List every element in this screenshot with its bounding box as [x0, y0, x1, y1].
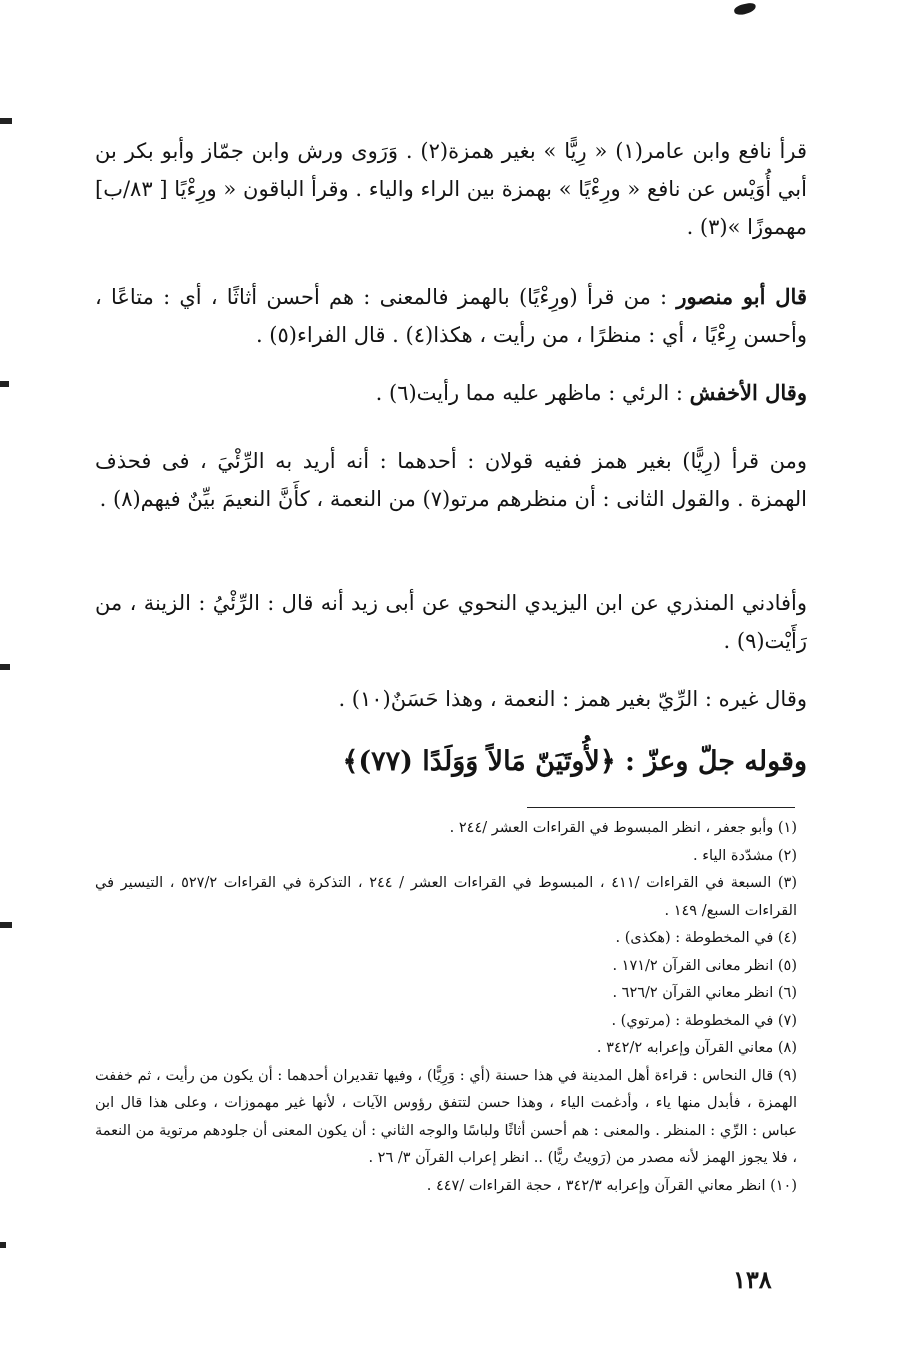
lead-phrase: وقال الأخفش	[689, 380, 807, 405]
paragraph-mundhiri: وأفادني المنذري عن ابن اليزيدي النحوي عن أبى زيد أنه قال : الرِّئْيُ : الزينة ، من رَأَيْت(٩) .	[95, 591, 807, 653]
footnote: (١٠) انظر معاني القرآن وإعرابه ٣٤٢/٣ ، حجة القراءات /٤٤٧ .	[426, 1177, 797, 1194]
footnotes	[95, 815, 797, 1200]
lead-phrase: قال أبو منصور	[676, 284, 807, 309]
paragraph-akhfash: وقال الأخفش : الرئي : ماظهر عليه مما رأيت(٦) .	[375, 380, 807, 405]
footnote-divider	[527, 807, 795, 808]
footnote: (٧) في المخطوطة : (مرتوي) .	[611, 1012, 797, 1029]
footnote: (٥) انظر معانى القرآن ١٧١/٢ .	[612, 957, 797, 974]
footnote: (٤) في المخطوطة : (هكذى) .	[615, 930, 797, 946]
margin-mark	[0, 381, 9, 387]
margin-mark	[0, 1242, 6, 1248]
ink-speck	[733, 2, 757, 16]
quran-verse: : ﴿لأُوتَيَنّ مَالاً وَوَلَدًا (٧٧)﴾	[342, 746, 645, 777]
lead-phrase: وقوله جلّ وعزّ	[644, 746, 807, 777]
footnote: (٨) معاني القرآن وإعرابه ٣٤٢/٢ .	[596, 1040, 797, 1056]
paragraph-other-view: وقال غيره : الرِّيّ بغير همز : النعمة ، وهذا حَسَنٌ(١٠) .	[338, 687, 807, 711]
paragraph-without-hamza: ومن قرأ (رِيًّا) بغير همز ففيه قولان : أحدهما : أنه أريد به الرِّئْيَ ، فى فحذف الهمزة . والقول الثانى : أن منظرهم مرتو(٧) من النعمة ، كأَنَّ النعيمَ بيِّنٌ فيهم(٨) .	[95, 449, 807, 511]
margin-mark	[0, 922, 12, 928]
footnote: (٢) مشدّدة الياء .	[693, 847, 797, 864]
footnote: (١) وأبو جعفر ، انظر المبسوط في القراءات العشر /٢٤٤ .	[449, 820, 797, 836]
footnote: (٦) انظر معاني القرآن ٦٢٦/٢ .	[612, 985, 797, 1001]
page-number: ١٣٨	[733, 1265, 772, 1294]
paragraph-abu-mansur: قال أبو منصور : من قرأ (ورِءْيًا) بالهمز فالمعنى : هم أحسن أثاثًا ، أي : متاعًا ، وأحسن رِءْيًا ، أي : منظرًا ، من رأيت ، هكذا(٤) . قال الفراء(٥) .	[95, 284, 807, 347]
footnote: (٣) السبعة في القراءات /٤١١ ، المبسوط في القراءات العشر / ٢٤٤ ، التذكرة في القراءات ٥٢٧/٢ ، التيسير في القراءات السبع/ ١٤٩ .	[95, 875, 797, 919]
paragraph-readings: قرأ نافع وابن عامر(١) « رِيًّا » بغير همزة(٢) . وَرَوى ورش وابن جمّاز وأبو بكر بن أبي أُوَيْس عن نافع « ورِءْيًا » بهمزة بين الراء والياء . وقرأ الباقون « ورِءْيًا [ ٨٣/ب] مهموزًا »(٣) .	[95, 139, 807, 239]
margin-mark	[0, 664, 10, 670]
footnote: (٩) قال النحاس : قراءة أهل المدينة في هذا حسنة (أي : وَرِيًّا) ، وفيها تقديران أحدهما : أن يكون من رأيت ، ثم خففت الهمزة ، فأبدل منها ياء ، وأدغمت الياء ، وهذا حسن لتتفق رؤوس الآيات ، لأنها غير مهموزات ، وعلى هذا قال ابن عباس : الرِّي : المنظر . والمعنى : هم أحسن أثاثًا ولباسًا والوجه الثاني : أن يكون المعنى أن جلودهم مرتوية من النعمة ، فلا يجوز الهمز لأنه مصدر من (رَويتُ ريًّا) .. انظر إعراب القرآن ٣/ ٢٦ .	[95, 1067, 797, 1166]
margin-mark	[0, 118, 12, 124]
paragraph-verse	[95, 740, 807, 784]
